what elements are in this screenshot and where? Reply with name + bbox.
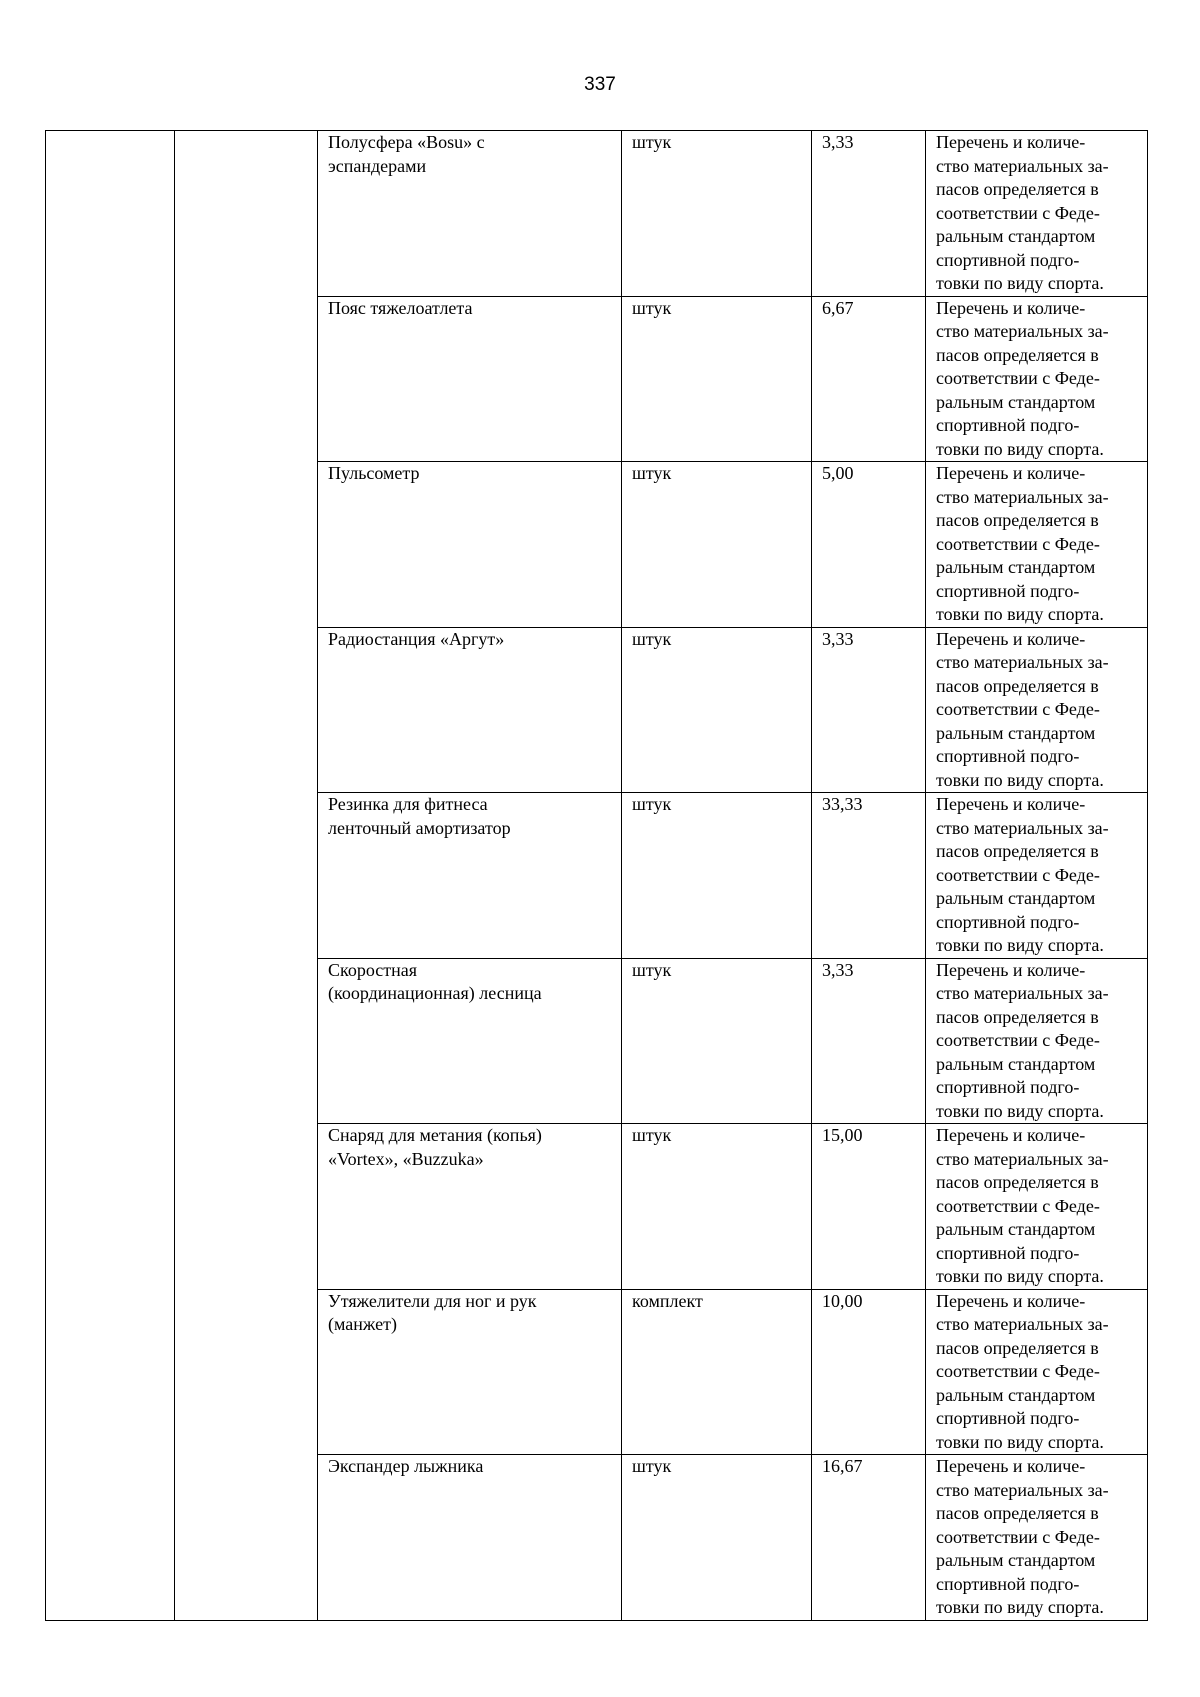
note-line: Перечень и количе- xyxy=(936,1125,1086,1145)
item-name-line: Утяжелители для ног и рук xyxy=(328,1290,537,1311)
merged-empty-cell xyxy=(46,131,175,1621)
merged-empty-cell xyxy=(175,131,318,1621)
item-name-line: Резинка для фитнеса xyxy=(328,794,488,814)
item-name-cell xyxy=(318,1289,622,1455)
page-number: 337 xyxy=(584,74,616,95)
note-line: соответствии с Феде- xyxy=(936,533,1100,554)
note-cell xyxy=(926,462,1148,628)
note-line: товки по виду спорта. xyxy=(936,604,1104,624)
note-line: ство материальных за- xyxy=(936,652,1109,672)
quantity-cell: 3,33 xyxy=(812,627,926,793)
unit-cell: штук xyxy=(622,1455,812,1621)
note-line: соответствии с Феде- xyxy=(936,1361,1100,1381)
note-line: товки по виду спорта. xyxy=(936,1266,1104,1286)
note-line: ральным стандартом xyxy=(936,722,1096,743)
note-cell xyxy=(926,131,1148,297)
note-line: ство материальных за- xyxy=(936,983,1109,1003)
unit-cell: штук xyxy=(622,1124,812,1290)
note-line: ральным стандартом xyxy=(936,888,1096,908)
item-name-line: Пульсометр xyxy=(328,463,420,483)
unit-cell: комплект xyxy=(622,1289,812,1455)
item-name-line: ленточный амортизатор xyxy=(328,817,511,838)
item-name-cell xyxy=(318,296,622,462)
item-name-cell xyxy=(318,1124,622,1290)
note-line: спортивной подго- xyxy=(936,1077,1080,1097)
item-name-line: эспандерами xyxy=(328,155,427,176)
note-line: спортивной подго- xyxy=(936,580,1080,601)
note-line: Перечень и количе- xyxy=(936,628,1086,649)
note-line: пасов определяется в xyxy=(936,179,1099,199)
note-line: пасов определяется в xyxy=(936,1172,1099,1192)
note-line: ство материальных за- xyxy=(936,1479,1109,1500)
item-name-line: Экспандер лыжника xyxy=(328,1456,484,1476)
item-name-line: Пояс тяжелоатлета xyxy=(328,297,473,318)
item-name-line: (координационная) лесница xyxy=(328,983,542,1003)
quantity-cell: 33,33 xyxy=(812,793,926,959)
note-line: спортивной подго- xyxy=(936,1242,1080,1263)
item-name-line: Скоростная xyxy=(328,959,418,980)
note-line: Перечень и количе- xyxy=(936,297,1086,318)
item-name-cell xyxy=(318,131,622,297)
note-cell xyxy=(926,958,1148,1124)
item-name-cell xyxy=(318,627,622,793)
note-line: ральным стандартом xyxy=(936,1053,1096,1074)
quantity-cell: 3,33 xyxy=(812,131,926,297)
note-line: товки по виду спорта. xyxy=(936,1431,1104,1452)
note-line: спортивной подго- xyxy=(936,249,1080,270)
note-cell xyxy=(926,1289,1148,1455)
note-line: пасов определяется в xyxy=(936,1006,1099,1027)
unit-cell: штук xyxy=(622,296,812,462)
note-line: ральным стандартом xyxy=(936,391,1096,412)
note-line: ство материальных за- xyxy=(936,1148,1109,1169)
note-line: товки по виду спорта. xyxy=(936,438,1104,459)
quantity-cell: 16,67 xyxy=(812,1455,926,1621)
note-cell xyxy=(926,1124,1148,1290)
quantity-cell: 3,33 xyxy=(812,958,926,1124)
item-name-cell xyxy=(318,462,622,628)
table-body xyxy=(46,131,1148,1621)
note-line: ство материальных за- xyxy=(936,321,1109,341)
quantity-cell: 15,00 xyxy=(812,1124,926,1290)
item-name-line: Снаряд для метания (копья) xyxy=(328,1125,542,1145)
equipment-table xyxy=(45,130,1148,1621)
note-line: пасов определяется в xyxy=(936,510,1099,530)
item-name-line: «Vortex», «Buzzuka» xyxy=(328,1148,484,1169)
note-line: товки по виду спорта. xyxy=(936,769,1104,790)
note-line: Перечень и количе- xyxy=(936,794,1086,814)
note-line: ство материальных за- xyxy=(936,486,1109,507)
note-line: ство материальных за- xyxy=(936,155,1109,176)
note-line: Перечень и количе- xyxy=(936,1456,1086,1476)
item-name-cell xyxy=(318,1455,622,1621)
note-line: соответствии с Феде- xyxy=(936,1195,1100,1216)
note-line: соответствии с Феде- xyxy=(936,699,1100,719)
item-name-line: Радиостанция «Аргут» xyxy=(328,628,505,649)
unit-cell: штук xyxy=(622,131,812,297)
note-line: ральным стандартом xyxy=(936,1550,1096,1570)
unit-cell: штук xyxy=(622,462,812,628)
note-line: ральным стандартом xyxy=(936,1219,1096,1239)
table-row xyxy=(46,131,1148,297)
note-line: товки по виду спорта. xyxy=(936,273,1104,293)
note-line: спортивной подго- xyxy=(936,415,1080,435)
item-name-cell xyxy=(318,958,622,1124)
note-line: соответствии с Феде- xyxy=(936,368,1100,388)
note-cell xyxy=(926,296,1148,462)
note-line: пасов определяется в xyxy=(936,1337,1099,1358)
note-line: товки по виду спорта. xyxy=(936,1597,1104,1617)
note-line: пасов определяется в xyxy=(936,675,1099,696)
note-line: спортивной подго- xyxy=(936,1408,1080,1428)
note-line: спортивной подго- xyxy=(936,911,1080,932)
note-line: ство материальных за- xyxy=(936,817,1109,838)
note-line: соответствии с Феде- xyxy=(936,1526,1100,1547)
note-line: пасов определяется в xyxy=(936,1503,1099,1523)
note-line: соответствии с Феде- xyxy=(936,202,1100,223)
unit-cell: штук xyxy=(622,793,812,959)
note-line: Перечень и количе- xyxy=(936,463,1086,483)
note-line: Перечень и количе- xyxy=(936,1290,1086,1311)
item-name-line: Полусфера «Bosu» с xyxy=(328,132,485,152)
quantity-cell: 6,67 xyxy=(812,296,926,462)
note-cell xyxy=(926,793,1148,959)
quantity-cell: 10,00 xyxy=(812,1289,926,1455)
unit-cell: штук xyxy=(622,627,812,793)
note-line: ральным стандартом xyxy=(936,1384,1096,1405)
note-line: товки по виду спорта. xyxy=(936,1100,1104,1121)
unit-cell: штук xyxy=(622,958,812,1124)
note-line: ральным стандартом xyxy=(936,557,1096,577)
note-line: пасов определяется в xyxy=(936,841,1099,861)
note-line: спортивной подго- xyxy=(936,1573,1080,1594)
note-line: Перечень и количе- xyxy=(936,959,1086,980)
note-line: ство материальных за- xyxy=(936,1314,1109,1334)
note-line: соответствии с Феде- xyxy=(936,1030,1100,1050)
note-line: ральным стандартом xyxy=(936,226,1096,246)
item-name-line: (манжет) xyxy=(328,1314,397,1334)
note-line: товки по виду спорта. xyxy=(936,935,1104,955)
note-line: спортивной подго- xyxy=(936,746,1080,766)
note-line: соответствии с Феде- xyxy=(936,864,1100,885)
item-name-cell xyxy=(318,793,622,959)
note-cell xyxy=(926,627,1148,793)
note-line: Перечень и количе- xyxy=(936,132,1086,152)
note-line: пасов определяется в xyxy=(936,344,1099,365)
note-cell xyxy=(926,1455,1148,1621)
quantity-cell: 5,00 xyxy=(812,462,926,628)
